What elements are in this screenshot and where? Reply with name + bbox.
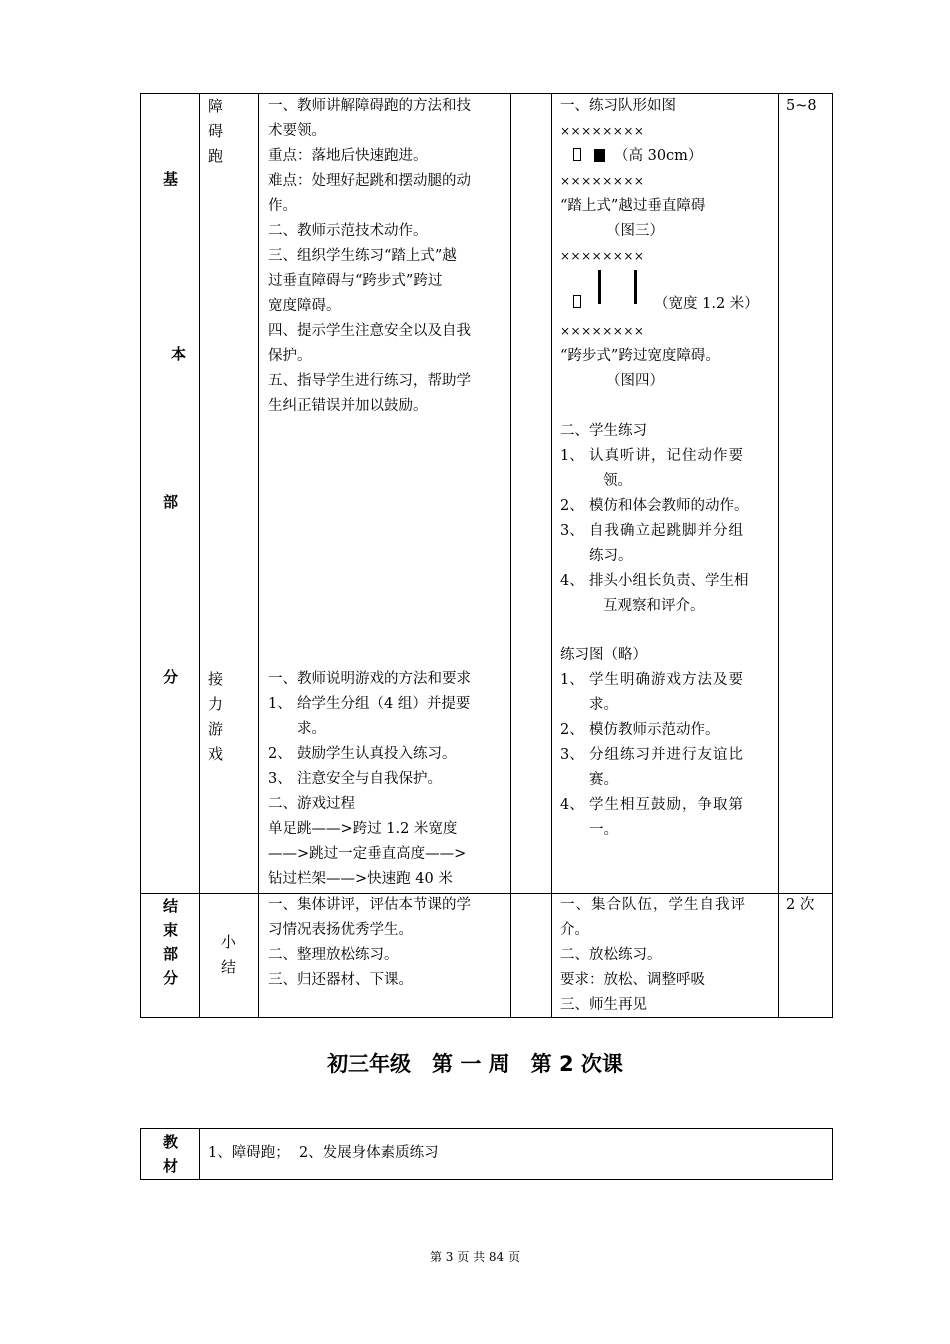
- end-section-label-char: 部: [163, 945, 179, 963]
- relay-student-item-text: 求。: [589, 697, 618, 713]
- relay-teacher-heading: 一、教师说明游戏的方法和要求: [268, 671, 471, 687]
- end-student-line: 二、放松练习。: [560, 947, 662, 963]
- practice-item-text: 模仿和体会教师的动作。: [589, 498, 749, 514]
- hurdle-topic-char: 碍: [208, 122, 224, 140]
- lesson-title: 初三年级 第 一 周 第 2 次课: [327, 1052, 623, 1076]
- hurdle-teacher-line: 二、教师示范技术动作。: [268, 223, 428, 239]
- summary-topic-char: 结: [221, 958, 237, 976]
- game-process-line: 单足跳——>跨过 1.2 米宽度: [268, 821, 458, 837]
- hurdle-teacher-line: 五、指导学生进行练习，帮助学: [268, 373, 471, 389]
- practice-item-number: 2、: [560, 498, 584, 514]
- hurdle-teacher-line: 难点：处理好起跳和摆动腿的动: [268, 173, 471, 189]
- hurdle-teacher-line: 过垂直障碍与“跨步式”跨过: [268, 273, 443, 289]
- end-teacher-line: 二、整理放松练习。: [268, 947, 399, 963]
- relay-student-item-number: 2、: [560, 722, 584, 738]
- main-section-label-char: 部: [163, 493, 179, 511]
- materials-content: 1、障碍跑； 2、发展身体素质练习: [208, 1145, 439, 1161]
- hurdle-teacher-line: 保护。: [268, 348, 312, 364]
- relay-teacher-item-text: 鼓励学生认真投入练习。: [297, 746, 457, 762]
- end-student-line: 三、师生再见: [560, 997, 647, 1013]
- relay-teacher-item-number: 1、: [268, 696, 292, 712]
- figure-caption: “跨步式”跨过宽度障碍。: [560, 348, 720, 364]
- student-marker-icon: [573, 295, 581, 308]
- practice-item-text: 认真听讲，记住动作要: [589, 448, 744, 464]
- lesson-table: [140, 93, 833, 1018]
- end-section-label-char: 结: [163, 897, 179, 915]
- figure-caption: “踏上式”越过垂直障碍: [560, 198, 706, 214]
- hurdle-teacher-line: 术要领。: [268, 123, 326, 139]
- footer-middle: 页 共: [457, 1250, 486, 1264]
- student-row-marks: ××××××××: [560, 174, 645, 188]
- vertical-obstacle-icon: [594, 149, 605, 162]
- hurdle-topic-char: 障: [208, 97, 224, 115]
- summary-topic-char: 小: [221, 933, 237, 951]
- relay-student-item-text: 模仿教师示范动作。: [589, 722, 720, 738]
- main-topic-cell: [200, 94, 259, 894]
- obstacle-width-note: （宽度 1.2 米）: [654, 296, 759, 312]
- relay-topic-char: 游: [208, 720, 224, 738]
- hurdle-time: 5~8: [786, 98, 817, 114]
- practice-item-text: 练习。: [589, 548, 633, 564]
- hurdle-teacher-line: 四、提示学生注意安全以及自我: [268, 323, 471, 339]
- hurdle-teacher-line: 重点：落地后快速跑进。: [268, 148, 428, 164]
- end-teacher-line: 习情况表扬优秀学生。: [268, 922, 413, 938]
- obstacle-height-note: （高 30cm）: [614, 148, 703, 164]
- relay-teacher-item-text: 给学生分组（4 组）并提要: [297, 696, 471, 712]
- relay-teacher-item-text: 求。: [297, 721, 326, 737]
- end-student-line: 要求：放松、调整呼吸: [560, 972, 705, 988]
- main-section-label-char: 分: [163, 668, 179, 686]
- footer-total-pages: 84: [488, 1250, 505, 1264]
- end-student-line: 一、集合队伍，学生自我评: [560, 897, 746, 913]
- relay-teacher-item-text: 注意安全与自我保护。: [297, 771, 442, 787]
- main-section-label-char: 基: [163, 170, 179, 188]
- hurdle-teacher-line: 宽度障碍。: [268, 298, 341, 314]
- width-obstacle-bar-icon: [634, 270, 637, 304]
- relay-student-item-text: 赛。: [589, 772, 618, 788]
- end-teacher-line: 一、集体讲评，评估本节课的学: [268, 897, 471, 913]
- end-section-label-char: 分: [163, 969, 179, 987]
- relay-topic-char: 接: [208, 670, 224, 688]
- relay-student-item-number: 4、: [560, 797, 584, 813]
- footer-suffix: 页: [508, 1250, 521, 1264]
- game-process-line: 钻过栏架——>快速跑 40 米: [268, 871, 453, 887]
- practice-item-text: 排头小组长负责、学生相: [589, 573, 749, 589]
- materials-label-char: 材: [163, 1157, 179, 1175]
- footer-prefix: 第: [429, 1250, 442, 1264]
- width-obstacle-bar-icon: [598, 270, 601, 304]
- relay-student-item-text: 学生相互鼓励，争取第: [589, 797, 744, 813]
- main-time-cell: [779, 94, 833, 894]
- materials-label-char: 教: [163, 1133, 179, 1151]
- relay-student-item-text: 分组练习并进行友谊比: [589, 747, 744, 763]
- relay-topic-char: 戏: [208, 745, 224, 763]
- end-teacher-line: 三、归还器材、下课。: [268, 972, 413, 988]
- practice-item-number: 4、: [560, 573, 584, 589]
- hurdle-teacher-line: 生纠正错误并加以鼓励。: [268, 398, 428, 414]
- game-process-heading: 二、游戏过程: [268, 796, 355, 812]
- relay-teacher-item-number: 2、: [268, 746, 292, 762]
- practice-item-text: 自我确立起跳脚并分组: [589, 523, 744, 539]
- end-time: 2 次: [786, 897, 815, 913]
- figure-number: （图四）: [606, 373, 664, 389]
- student-row-marks: ××××××××: [560, 324, 645, 338]
- relay-student-item-number: 1、: [560, 672, 584, 688]
- relay-student-item-text: 学生明确游戏方法及要: [589, 672, 744, 688]
- practice-item-text: 互观察和评介。: [603, 598, 705, 614]
- hurdle-teacher-line: 作。: [268, 198, 297, 214]
- page-footer: [0, 1248, 950, 1265]
- relay-student-item-text: 一。: [589, 822, 618, 838]
- student-marker-icon: [573, 148, 581, 161]
- hurdle-teacher-line: 一、教师讲解障碍跑的方法和技: [268, 98, 471, 114]
- relay-topic-char: 力: [208, 695, 224, 713]
- game-process-line: ——>跳过一定垂直高度——>: [268, 846, 467, 862]
- hurdle-teacher-line: 三、组织学生练习“踏上式”越: [268, 248, 457, 264]
- practice-heading: 二、学生练习: [560, 423, 647, 439]
- footer-page-number: 3: [445, 1250, 454, 1264]
- main-blank-cell: [511, 94, 552, 894]
- figure-number: （图三）: [606, 223, 664, 239]
- formation-heading: 一、练习队形如图: [560, 98, 676, 114]
- relay-student-heading: 练习图（略）: [560, 647, 647, 663]
- practice-item-number: 3、: [560, 523, 584, 539]
- practice-item-number: 1、: [560, 448, 584, 464]
- end-student-line: 介。: [560, 922, 589, 938]
- relay-student-item-number: 3、: [560, 747, 584, 763]
- relay-teacher-item-number: 3、: [268, 771, 292, 787]
- student-row-marks: ××××××××: [560, 124, 645, 138]
- main-section-label-char: 本: [171, 345, 187, 363]
- end-blank-cell: [511, 894, 552, 1018]
- practice-item-text: 领。: [603, 473, 632, 489]
- student-row-marks: ××××××××: [560, 249, 645, 263]
- hurdle-topic-char: 跑: [208, 147, 224, 165]
- end-section-label-char: 束: [163, 921, 179, 939]
